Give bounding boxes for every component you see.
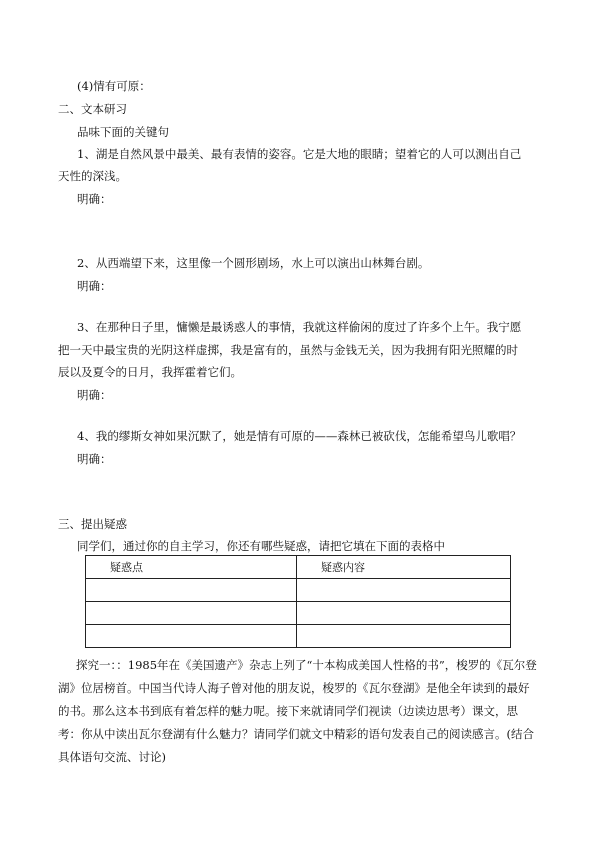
exploration-paragraph: 探究一：：1985年在《美国遗产》杂志上列了“十本构成美国人性格的书”，梭罗的《瓦尔登湖》位居榜首。中国当代诗人海子曾对他的朋友说，梭罗的《瓦尔登湖》是他全年读到的最好的书。那么这本书到底有着怎样的魅力呢。接下来就请同学们视读（边读边思考）课文，思考：你从中读出瓦尔登湖有什么魅力？请同学们就文中精彩的语句发表自己的阅读感言。(结合具体语句交流、讨论) xyxy=(58,658,537,764)
question-3-line-3: 辰以及夏令的日月，我挥霍着它们。 xyxy=(58,365,242,379)
column-header-doubt-content: 疑惑内容 xyxy=(297,556,511,579)
table-cell[interactable] xyxy=(297,625,511,648)
table-header-row xyxy=(86,556,511,579)
table-row xyxy=(86,602,511,625)
section-2-subheading: 品味下面的关键句 xyxy=(77,125,169,139)
question-4: 4、我的缪斯女神如果沉默了，她是情有可原的——森林已被砍伐，怎能希望鸟儿歌唱？ xyxy=(77,429,522,443)
table-cell[interactable] xyxy=(86,602,297,625)
answer-1-label: 明确： xyxy=(77,192,112,206)
question-3-line-2: 把一天中最宝贵的光阴这样虚掷，我是富有的，虽然与金钱无关，因为我拥有阳光照耀的时 xyxy=(58,343,518,357)
answer-2-label: 明确： xyxy=(77,279,112,293)
section-2-heading: 二、文本研习 xyxy=(58,102,127,116)
column-header-doubt-point: 疑惑点 xyxy=(86,556,297,579)
section-3-heading: 三、提出疑惑 xyxy=(58,517,127,531)
table-row xyxy=(86,625,511,648)
doubts-table xyxy=(85,555,511,648)
item-4-label: (4)情有可原： xyxy=(77,79,151,93)
table-cell[interactable] xyxy=(86,579,297,602)
question-1-line-1: 1、湖是自然风景中最美、最有表情的姿容。它是大地的眼睛；望着它的人可以测出自己 xyxy=(77,147,522,161)
table-cell[interactable] xyxy=(297,579,511,602)
section-3-instructions: 同学们，通过你的自主学习，你还有哪些疑惑，请把它填在下面的表格中 xyxy=(77,539,445,553)
question-3-line-1: 3、在那种日子里，慵懒是最诱惑人的事情，我就这样偷闲的度过了许多个上午。我宁愿 xyxy=(77,320,522,334)
table-cell[interactable] xyxy=(297,602,511,625)
table-row xyxy=(86,579,511,602)
question-2: 2、从西端望下来，这里像一个圆形剧场，水上可以演出山林舞台剧。 xyxy=(77,256,430,270)
question-1-line-2: 天性的深浅。 xyxy=(58,169,127,183)
table-cell[interactable] xyxy=(86,625,297,648)
answer-3-label: 明确： xyxy=(77,388,112,402)
answer-4-label: 明确： xyxy=(77,452,112,466)
